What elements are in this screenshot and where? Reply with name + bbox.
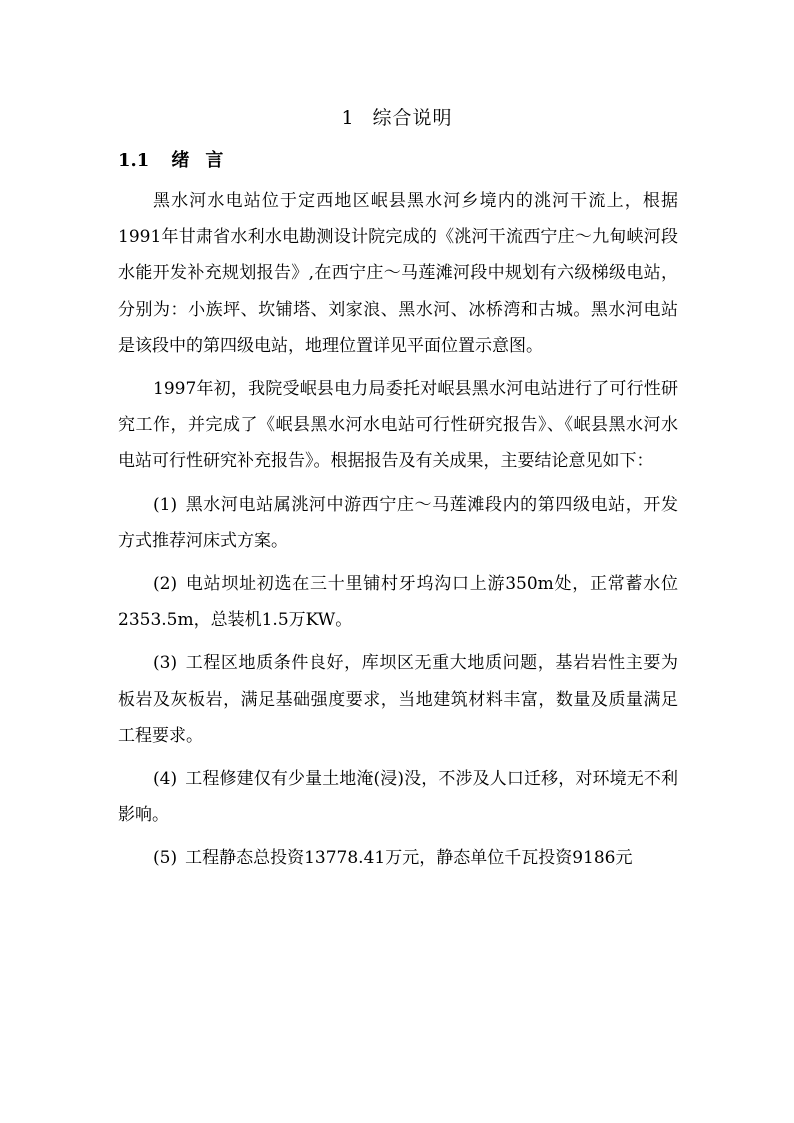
conclusion-item <box>118 840 678 876</box>
body-text <box>118 183 678 884</box>
conclusion-number: (4) <box>153 769 178 790</box>
conclusion-text: 黑水河电站属洮河中游西宁庄～马莲滩段内的第四级电站，开发方式推荐河床式方案。 <box>118 494 678 551</box>
conclusion-text: 工程修建仅有少量土地淹(浸)没，不涉及人口迁移，对环境无不利影响。 <box>118 769 678 826</box>
conclusion-number: (5) <box>153 848 178 869</box>
section-title: 绪言 <box>171 150 240 171</box>
chapter-title: 综合说明 <box>372 107 453 129</box>
section-number: 1.1 <box>118 150 150 171</box>
chapter-number: 1 <box>341 107 355 129</box>
conclusion-text: 工程静态总投资13778.41万元，静态单位千瓦投资9186元 <box>185 848 633 869</box>
paragraph-intro: 黑水河水电站位于定西地区岷县黑水河乡境内的洮河干流上，根据1991年甘肃省水利水电勘测设计院完成的《洮河干流西宁庄～九甸峡河段水能开发补充规划报告》,在西宁庄～马莲滩河段中规划有六级梯级电站，分别为：小族坪、坎铺塔、刘家浪、黑水河、冰桥湾和古城。黑水河电站是该段中的第四级电站，地理位置详见平面位置示意图。 <box>118 191 678 356</box>
conclusion-item <box>118 645 678 754</box>
section-heading <box>118 146 239 176</box>
conclusion-number: (3) <box>153 653 178 674</box>
conclusion-item <box>118 487 678 559</box>
conclusion-item <box>118 566 678 638</box>
chapter-heading <box>0 103 794 133</box>
conclusion-text: 工程区地质条件良好，库坝区无重大地质问题，基岩岩性主要为板岩及灰板岩，满足基础强度要求，当地建筑材料丰富，数量及质量满足工程要求。 <box>118 653 678 746</box>
conclusion-number: (1) <box>153 494 178 515</box>
paragraph-study: 1997年初，我院受岷县电力局委托对岷县黑水河电站进行了可行性研究工作，并完成了《岷县黑水河水电站可行性研究报告》、《岷县黑水河水电站可行性研究补充报告》。根据报告及有关成果，主要结论意见如下： <box>118 379 678 472</box>
conclusion-item <box>118 761 678 833</box>
conclusion-text: 电站坝址初选在三十里铺村牙坞沟口上游350m处，正常蓄水位2353.5m，总装机1.5万KW。 <box>118 574 678 631</box>
conclusion-number: (2) <box>153 574 178 595</box>
